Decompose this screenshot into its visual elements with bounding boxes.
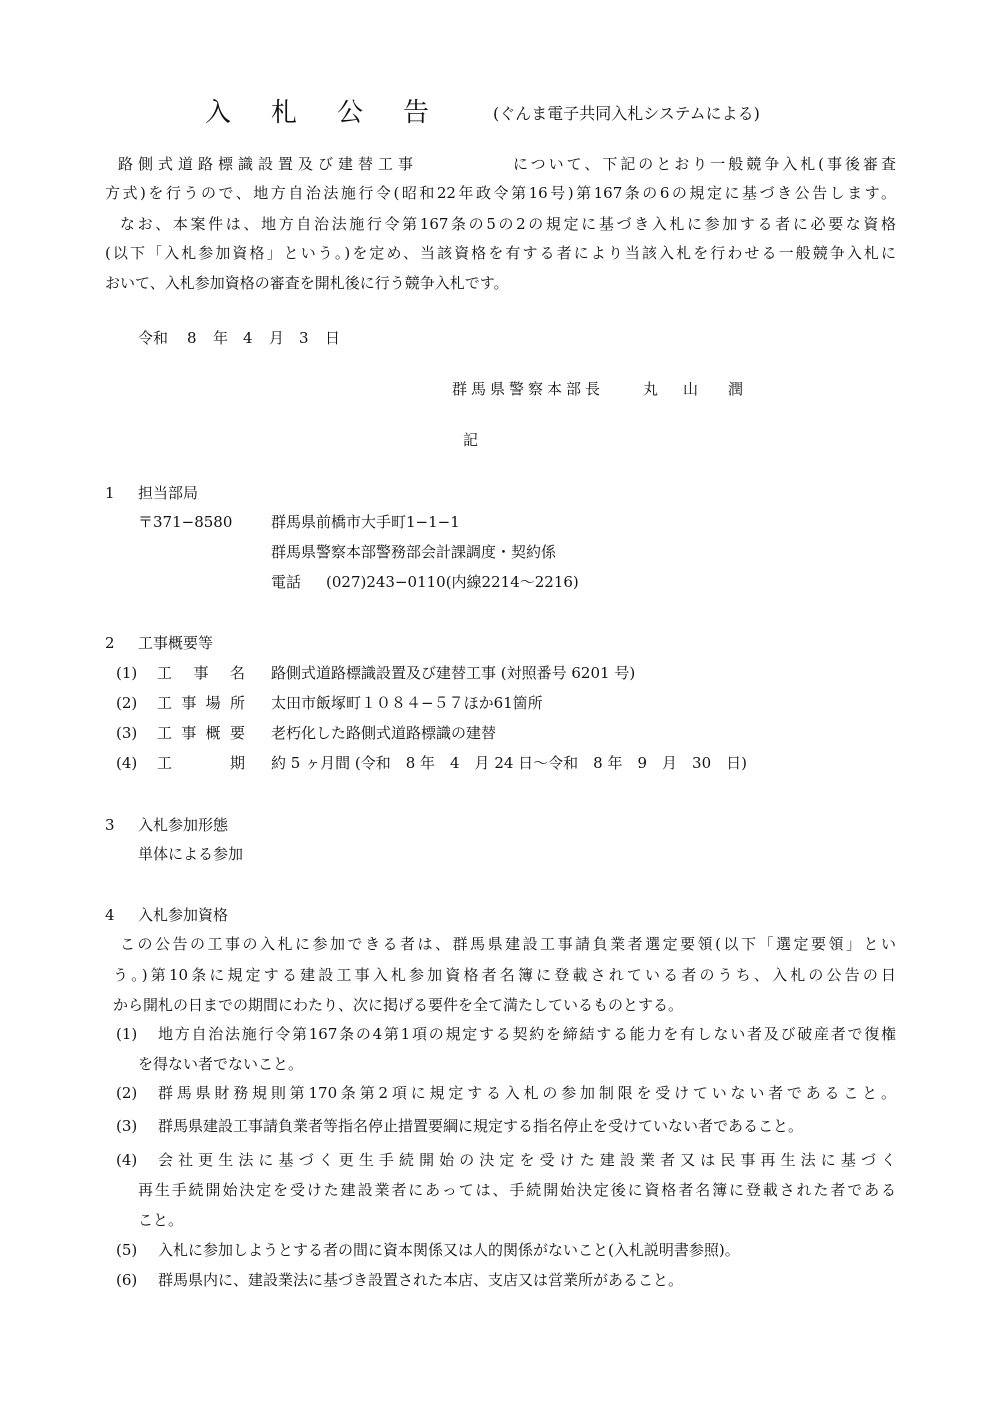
- list-item-line-1: 群馬県建設工事請負業者等指名停止措置要綱に規定する指名停止を受けていない者であること。: [158, 1117, 804, 1135]
- intro-project-name: 路側式道路標識設置及び建替工事: [118, 155, 419, 173]
- section-4-intro-line-2: う。)第10条に規定する建設工事入札参加資格者名簿に登載されている者のうち、入札の公告の日: [113, 966, 896, 984]
- department: 群馬県警察本部警務部会計課調度・契約係: [271, 543, 557, 561]
- row-value: 路側式道路標識設置及び建替工事 (対照番号 6201 号): [271, 664, 636, 682]
- list-item-line-1: 会社更生法に基づく更生手続開始の決定を受けた建設業者又は民事再生法に基づく: [158, 1151, 896, 1169]
- list-item-line-1: 地方自治法施行令第167条の4第1項の規定する契約を締結する能力を有しない者及び破産者で復権: [158, 1025, 896, 1043]
- issuer-name-1: 丸: [643, 380, 659, 398]
- issuer-name-2: 山: [683, 380, 699, 398]
- list-item-number: (3): [116, 1117, 138, 1135]
- list-item-number: (4): [116, 1151, 138, 1169]
- intro-line-2: 方式)を行うので、地方自治法施行令(昭和22年政令第16号)第167条の6の規定に基づき公告します。: [105, 184, 896, 202]
- date-day: 3: [299, 329, 309, 347]
- section-2-heading: 工事概要等: [138, 634, 214, 652]
- row-value: 太田市飯塚町１０８４−５７ほか61箇所: [271, 694, 543, 712]
- tel-label: 電話: [271, 573, 302, 591]
- postal-code: 〒371−8580: [138, 513, 233, 531]
- row-value: 約 5 ヶ月間 (令和 8 年 4 月 24 日〜令和 8 年 9 月 30 日): [271, 754, 747, 772]
- list-item-line-1: 群馬県内に、建設業法に基づき設置された本店、支店又は営業所があること。: [158, 1271, 684, 1289]
- list-item-line-2: を得ない者でないこと。: [138, 1055, 304, 1073]
- intro-line-1-rest: について、下記のとおり一般競争入札(事後審査: [513, 155, 896, 173]
- date-month: 4: [243, 329, 253, 347]
- row-number: (3): [116, 724, 138, 742]
- page-subtitle: (ぐんま電子共同入札システムによる): [493, 104, 760, 123]
- section-4-intro-line-3: から開札の日までの期間にわたり、次に掲げる要件を全て満たしているものとする。: [113, 996, 684, 1014]
- section-4-number: 4: [105, 906, 115, 924]
- date-year-label: 年: [213, 329, 229, 347]
- row-number: (4): [116, 754, 138, 772]
- date-day-label: 日: [325, 329, 341, 347]
- page-title: 入札公告: [205, 98, 470, 128]
- intro-p2-line-1: なお、本案件は、地方自治法施行令第167条の5の2の規定に基づき入札に参加する者に必要な資格: [120, 215, 896, 233]
- intro-p2-line-3: おいて、入札参加資格の審査を開札後に行う競争入札です。: [105, 274, 509, 292]
- section-3-heading: 入札参加形態: [138, 816, 229, 834]
- row-label: 工 事 名: [157, 664, 245, 682]
- row-number: (2): [116, 694, 138, 712]
- row-label: 工 期: [157, 754, 245, 772]
- tel-number: (027)243−0110(内線2214〜2216): [326, 573, 579, 591]
- ki-marker: 記: [463, 431, 479, 449]
- row-number: (1): [116, 664, 138, 682]
- section-4-heading: 入札参加資格: [138, 906, 229, 924]
- list-item-line-2: 再生手続開始決定を受けた建設業者にあっては、手続開始決定後に資格者名簿に登載された者である: [138, 1181, 896, 1199]
- list-item-line-3: こと。: [138, 1211, 184, 1229]
- section-4-intro-line-1: この公告の工事の入札に参加できる者は、群馬県建設工事請負業者選定要領(以下「選定要領」とい: [120, 935, 896, 953]
- list-item-number: (1): [116, 1025, 138, 1043]
- date-year: 8: [187, 329, 197, 347]
- section-2-number: 2: [105, 634, 115, 652]
- address: 群馬県前橋市大手町1−1−1: [271, 513, 460, 531]
- list-item-line-1: 群馬県財務規則第170条第2項に規定する入札の参加制限を受けていない者であること。: [158, 1084, 896, 1102]
- date-era: 令和: [138, 329, 169, 347]
- list-item-line-1: 入札に参加しようとする者の間に資本関係又は人的関係がないこと(入札説明書参照)。: [158, 1241, 740, 1259]
- list-item-number: (2): [116, 1084, 138, 1102]
- row-label: 工事概要: [157, 724, 245, 742]
- section-3-body: 単体による参加: [138, 845, 244, 863]
- list-item-number: (5): [116, 1241, 138, 1259]
- section-3-number: 3: [105, 816, 115, 834]
- row-label: 工事場所: [157, 694, 245, 712]
- issuer-name-3: 潤: [728, 380, 744, 398]
- date-month-label: 月: [269, 329, 285, 347]
- issuer-title: 群馬県警察本部長: [452, 380, 605, 398]
- list-item-number: (6): [116, 1271, 138, 1289]
- section-1-heading: 担当部局: [138, 484, 199, 502]
- row-value: 老朽化した路側式道路標識の建替: [271, 724, 497, 742]
- intro-p2-line-2: (以下「入札参加資格」という。)を定め、当該資格を有する者により当該入札を行わせる一般競争入札に: [105, 244, 896, 262]
- section-1-number: 1: [105, 484, 115, 502]
